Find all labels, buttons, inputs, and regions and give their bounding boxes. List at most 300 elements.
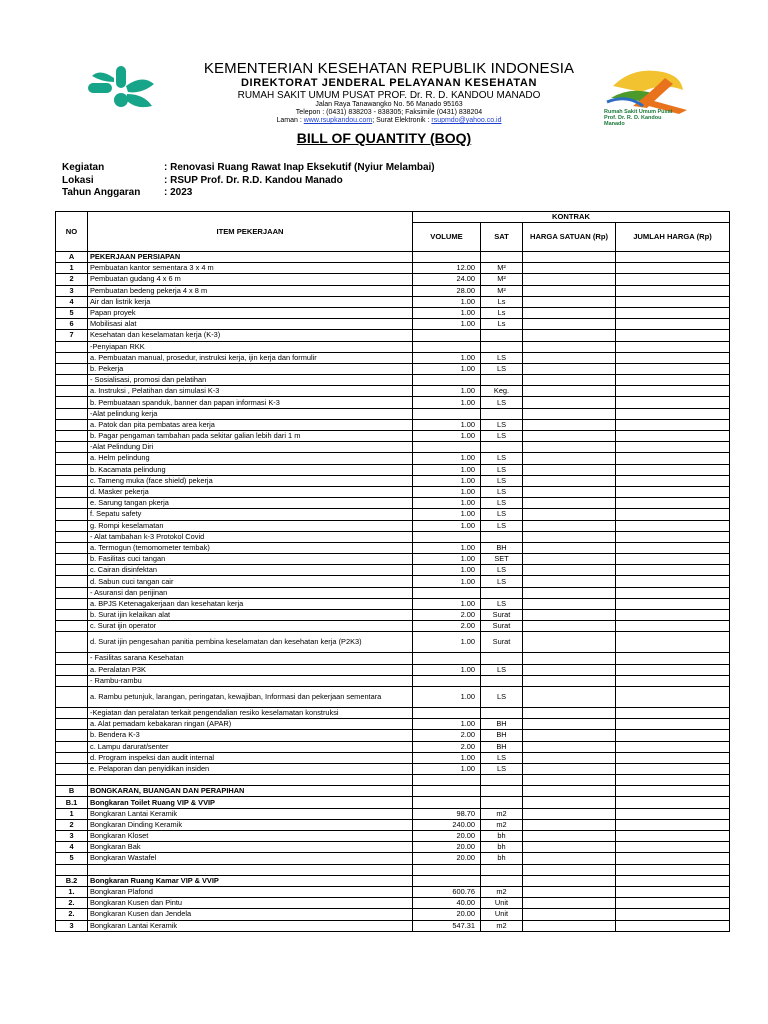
hospital-name: RUMAH SAKIT UMUM PUSAT PROF. Dr. R. D. KANDOU MANADO bbox=[237, 89, 541, 101]
row-harga-satuan bbox=[523, 520, 616, 531]
row-no bbox=[56, 498, 88, 509]
row-item: Bongkaran Kusen dan Jendela bbox=[88, 909, 413, 920]
row-harga-satuan bbox=[523, 486, 616, 497]
row-sat: LS bbox=[481, 397, 523, 408]
row-harga-satuan bbox=[523, 875, 616, 886]
col-no: NO bbox=[56, 212, 88, 252]
row-no bbox=[56, 397, 88, 408]
table-row bbox=[56, 808, 730, 819]
row-volume: 1.00 bbox=[413, 397, 481, 408]
row-harga-satuan bbox=[523, 797, 616, 808]
row-no bbox=[56, 730, 88, 741]
row-harga-satuan bbox=[523, 509, 616, 520]
row-item: -Kegiatan dan peralatan terkait pengendalian resiko keselamatan konstruksi bbox=[88, 707, 413, 718]
row-sat: LS bbox=[481, 686, 523, 707]
row-sat bbox=[481, 875, 523, 886]
row-no bbox=[56, 419, 88, 430]
row-sat: Ls bbox=[481, 319, 523, 330]
table-row bbox=[56, 598, 730, 609]
table-row bbox=[56, 386, 730, 397]
row-harga-satuan bbox=[523, 898, 616, 909]
row-jumlah-harga bbox=[616, 786, 730, 797]
row-sat: BH bbox=[481, 730, 523, 741]
row-volume: 1.00 bbox=[413, 319, 481, 330]
row-no: B bbox=[56, 786, 88, 797]
row-sat: bh bbox=[481, 831, 523, 842]
table-row bbox=[56, 363, 730, 374]
row-volume bbox=[413, 775, 481, 786]
table-row bbox=[56, 319, 730, 330]
row-item: Bongkaran Kusen dan Pintu bbox=[88, 898, 413, 909]
row-harga-satuan bbox=[523, 397, 616, 408]
row-no bbox=[56, 576, 88, 587]
table-row bbox=[56, 554, 730, 565]
row-no bbox=[56, 453, 88, 464]
row-sat bbox=[481, 531, 523, 542]
row-no bbox=[56, 598, 88, 609]
row-volume: 2.00 bbox=[413, 730, 481, 741]
row-item: Bongkaran Bak bbox=[88, 842, 413, 853]
row-harga-satuan bbox=[523, 419, 616, 430]
website-link[interactable]: www.rsupkandou.com bbox=[303, 117, 373, 125]
row-jumlah-harga bbox=[616, 621, 730, 632]
row-jumlah-harga bbox=[616, 464, 730, 475]
row-item: a. Alat pemadam kebakaran ringan (APAR) bbox=[88, 719, 413, 730]
row-sat: Unit bbox=[481, 909, 523, 920]
row-no bbox=[56, 531, 88, 542]
table-row bbox=[56, 285, 730, 296]
row-harga-satuan bbox=[523, 576, 616, 587]
row-item: b. Pembuataan spanduk, banner dan papan informasi K-3 bbox=[88, 397, 413, 408]
row-jumlah-harga bbox=[616, 498, 730, 509]
row-harga-satuan bbox=[523, 565, 616, 576]
table-row bbox=[56, 842, 730, 853]
row-sat: LS bbox=[481, 598, 523, 609]
row-no: 2. bbox=[56, 909, 88, 920]
row-no bbox=[56, 386, 88, 397]
table-row bbox=[56, 252, 730, 263]
row-harga-satuan bbox=[523, 752, 616, 763]
row-volume bbox=[413, 341, 481, 352]
row-harga-satuan bbox=[523, 920, 616, 931]
table-row bbox=[56, 920, 730, 931]
row-no bbox=[56, 719, 88, 730]
row-harga-satuan bbox=[523, 707, 616, 718]
row-no: 4 bbox=[56, 296, 88, 307]
row-volume: 1.00 bbox=[413, 363, 481, 374]
table-row bbox=[56, 875, 730, 886]
row-sat bbox=[481, 341, 523, 352]
row-volume: 40.00 bbox=[413, 898, 481, 909]
row-volume bbox=[413, 442, 481, 453]
table-row bbox=[56, 453, 730, 464]
row-volume bbox=[413, 330, 481, 341]
row-jumlah-harga bbox=[616, 864, 730, 875]
row-jumlah-harga bbox=[616, 920, 730, 931]
row-no: 5 bbox=[56, 853, 88, 864]
row-no bbox=[56, 621, 88, 632]
rsup-logo-caption: Rumah Sakit Umum Pusat Prof. Dr. R. D. Kandou Manado bbox=[604, 109, 673, 127]
table-row bbox=[56, 352, 730, 363]
table-row bbox=[56, 486, 730, 497]
row-sat: BH bbox=[481, 719, 523, 730]
row-item: Mobilisasi alat bbox=[88, 319, 413, 330]
row-harga-satuan bbox=[523, 864, 616, 875]
row-harga-satuan bbox=[523, 285, 616, 296]
row-no bbox=[56, 675, 88, 686]
row-harga-satuan bbox=[523, 730, 616, 741]
row-harga-satuan bbox=[523, 653, 616, 664]
row-harga-satuan bbox=[523, 375, 616, 386]
row-item: a. Peralatan P3K bbox=[88, 664, 413, 675]
row-item: BONGKARAN, BUANGAN DAN PERAPIHAN bbox=[88, 786, 413, 797]
row-harga-satuan bbox=[523, 498, 616, 509]
row-jumlah-harga bbox=[616, 909, 730, 920]
row-harga-satuan bbox=[523, 598, 616, 609]
row-jumlah-harga bbox=[616, 386, 730, 397]
row-item: Papan proyek bbox=[88, 307, 413, 318]
row-sat: LS bbox=[481, 464, 523, 475]
row-jumlah-harga bbox=[616, 587, 730, 598]
row-jumlah-harga bbox=[616, 831, 730, 842]
row-harga-satuan bbox=[523, 741, 616, 752]
table-row bbox=[56, 909, 730, 920]
row-jumlah-harga bbox=[616, 819, 730, 830]
row-no: B.1 bbox=[56, 797, 88, 808]
row-jumlah-harga bbox=[616, 898, 730, 909]
row-volume: 20.00 bbox=[413, 831, 481, 842]
table-row bbox=[56, 775, 730, 786]
table-row bbox=[56, 274, 730, 285]
row-harga-satuan bbox=[523, 408, 616, 419]
row-no bbox=[56, 554, 88, 565]
table-row bbox=[56, 853, 730, 864]
table-row bbox=[56, 741, 730, 752]
kemenkes-logo-icon bbox=[82, 64, 160, 112]
row-volume: 20.00 bbox=[413, 842, 481, 853]
table-row bbox=[56, 263, 730, 274]
row-item: a. Instruksi , Pelatihan dan simulasi K-3 bbox=[88, 386, 413, 397]
row-harga-satuan bbox=[523, 464, 616, 475]
project-info: Kegiatan : Renovasi Ruang Rawat Inap Eksekutif (Nyiur Melambai) Lokasi : RSUP Prof. Dr. R.D. Kandou Manado Tahun Anggaran : 2023 bbox=[62, 162, 435, 198]
row-sat: LS bbox=[481, 475, 523, 486]
table-row bbox=[56, 786, 730, 797]
row-item: Pembuatan gudang 4 x 6 m bbox=[88, 274, 413, 285]
row-no: 1 bbox=[56, 808, 88, 819]
table-row bbox=[56, 831, 730, 842]
row-harga-satuan bbox=[523, 763, 616, 774]
row-item: g. Rompi keselamatan bbox=[88, 520, 413, 531]
table-row bbox=[56, 886, 730, 897]
row-harga-satuan bbox=[523, 909, 616, 920]
row-no: 1. bbox=[56, 886, 88, 897]
row-item: Pembuatan kantor sementara 3 x 4 m bbox=[88, 263, 413, 274]
row-sat: LS bbox=[481, 664, 523, 675]
row-jumlah-harga bbox=[616, 431, 730, 442]
row-item: e. Sarung tangan pkerja bbox=[88, 498, 413, 509]
row-item: d. Surat ijin pengesahan panitia pembina keselamatan dan kesehatan kerja (P2K3) bbox=[88, 632, 413, 653]
row-no bbox=[56, 763, 88, 774]
row-sat: Unit bbox=[481, 898, 523, 909]
row-no: 3 bbox=[56, 831, 88, 842]
table-row bbox=[56, 431, 730, 442]
row-no: 7 bbox=[56, 330, 88, 341]
row-no: 2 bbox=[56, 274, 88, 285]
table-row bbox=[56, 330, 730, 341]
row-sat: Surat bbox=[481, 621, 523, 632]
row-sat: SET bbox=[481, 554, 523, 565]
row-harga-satuan bbox=[523, 363, 616, 374]
row-volume bbox=[413, 587, 481, 598]
row-item: Pembuatan bedeng pekerja 4 x 8 m bbox=[88, 285, 413, 296]
row-volume: 1.00 bbox=[413, 576, 481, 587]
row-harga-satuan bbox=[523, 542, 616, 553]
row-volume: 20.00 bbox=[413, 853, 481, 864]
row-harga-satuan bbox=[523, 842, 616, 853]
row-sat: M² bbox=[481, 263, 523, 274]
row-sat: BH bbox=[481, 542, 523, 553]
row-jumlah-harga bbox=[616, 797, 730, 808]
row-harga-satuan bbox=[523, 475, 616, 486]
row-jumlah-harga bbox=[616, 808, 730, 819]
row-harga-satuan bbox=[523, 442, 616, 453]
row-volume: 1.00 bbox=[413, 307, 481, 318]
row-sat: BH bbox=[481, 741, 523, 752]
table-row bbox=[56, 520, 730, 531]
row-no bbox=[56, 542, 88, 553]
row-item: a. Termogun (temomometer tembak) bbox=[88, 542, 413, 553]
row-jumlah-harga bbox=[616, 598, 730, 609]
row-sat: LS bbox=[481, 453, 523, 464]
row-jumlah-harga bbox=[616, 565, 730, 576]
row-no: 2. bbox=[56, 898, 88, 909]
row-no bbox=[56, 864, 88, 875]
row-sat: m2 bbox=[481, 920, 523, 931]
row-sat: m2 bbox=[481, 808, 523, 819]
row-item: - Alat tambahan k-3 Protokol Covid bbox=[88, 531, 413, 542]
table-row bbox=[56, 442, 730, 453]
row-item: -Alat Pelindung Diri bbox=[88, 442, 413, 453]
row-item: e. Pelaporan dan penyidikan insiden bbox=[88, 763, 413, 774]
row-item: Bongkaran Lantai Keramik bbox=[88, 920, 413, 931]
table-row bbox=[56, 475, 730, 486]
table-row bbox=[56, 587, 730, 598]
row-harga-satuan bbox=[523, 621, 616, 632]
row-harga-satuan bbox=[523, 786, 616, 797]
row-jumlah-harga bbox=[616, 542, 730, 553]
col-jumlah-harga: JUMLAH HARGA (Rp) bbox=[616, 223, 730, 252]
directorate-name: DIREKTORAT JENDERAL PELAYANAN KESEHATAN bbox=[241, 77, 537, 90]
row-sat: M² bbox=[481, 274, 523, 285]
row-sat: Surat bbox=[481, 632, 523, 653]
row-harga-satuan bbox=[523, 587, 616, 598]
row-item: Kesehatan dan keselamatan kerja (K-3) bbox=[88, 330, 413, 341]
table-row bbox=[56, 864, 730, 875]
row-item: d. Masker pekerja bbox=[88, 486, 413, 497]
table-row bbox=[56, 763, 730, 774]
row-jumlah-harga bbox=[616, 775, 730, 786]
row-no bbox=[56, 352, 88, 363]
row-sat: LS bbox=[481, 763, 523, 774]
row-jumlah-harga bbox=[616, 263, 730, 274]
row-no bbox=[56, 509, 88, 520]
row-jumlah-harga bbox=[616, 330, 730, 341]
row-volume: 1.00 bbox=[413, 431, 481, 442]
row-sat bbox=[481, 797, 523, 808]
row-item: d. Program inspeksi dan audit internal bbox=[88, 752, 413, 763]
row-harga-satuan bbox=[523, 296, 616, 307]
row-jumlah-harga bbox=[616, 442, 730, 453]
row-jumlah-harga bbox=[616, 763, 730, 774]
row-jumlah-harga bbox=[616, 531, 730, 542]
row-no: 3 bbox=[56, 285, 88, 296]
table-row bbox=[56, 509, 730, 520]
row-volume: 547.31 bbox=[413, 920, 481, 931]
row-jumlah-harga bbox=[616, 419, 730, 430]
row-no: A bbox=[56, 252, 88, 263]
row-item: a. Rambu petunjuk, larangan, peringatan, kewajiban, Informasi dan pekerjaan sementara bbox=[88, 686, 413, 707]
row-item: c. Cairan disinfektan bbox=[88, 565, 413, 576]
boq-table bbox=[55, 211, 730, 932]
row-item: - Fasilitas sarana Kesehatan bbox=[88, 653, 413, 664]
row-volume: 12.00 bbox=[413, 263, 481, 274]
email-link[interactable]: rsupmdo@yahoo.co.id bbox=[431, 117, 502, 125]
table-row bbox=[56, 498, 730, 509]
row-no: 1 bbox=[56, 263, 88, 274]
row-volume: 1.00 bbox=[413, 565, 481, 576]
row-item: a. Patok dan pita pembatas area kerja bbox=[88, 419, 413, 430]
table-row bbox=[56, 542, 730, 553]
row-volume: 1.00 bbox=[413, 554, 481, 565]
row-sat bbox=[481, 408, 523, 419]
row-no bbox=[56, 741, 88, 752]
row-sat: bh bbox=[481, 853, 523, 864]
row-no bbox=[56, 431, 88, 442]
row-jumlah-harga bbox=[616, 730, 730, 741]
row-volume: 2.00 bbox=[413, 621, 481, 632]
table-row bbox=[56, 307, 730, 318]
table-row bbox=[56, 632, 730, 653]
row-harga-satuan bbox=[523, 886, 616, 897]
row-item: - Rambu-rambu bbox=[88, 675, 413, 686]
row-no bbox=[56, 341, 88, 352]
row-sat: LS bbox=[481, 576, 523, 587]
row-harga-satuan bbox=[523, 610, 616, 621]
table-row bbox=[56, 719, 730, 730]
row-jumlah-harga bbox=[616, 610, 730, 621]
row-item: d. Sabun cuci tangan cair bbox=[88, 576, 413, 587]
row-sat bbox=[481, 864, 523, 875]
row-jumlah-harga bbox=[616, 576, 730, 587]
row-jumlah-harga bbox=[616, 509, 730, 520]
row-sat: LS bbox=[481, 752, 523, 763]
row-item: - Sosialisasi, promosi dan pelatihan bbox=[88, 375, 413, 386]
row-jumlah-harga bbox=[616, 686, 730, 707]
hospital-address: Jalan Raya Tanawangko No. 56 Manado 95163 bbox=[315, 101, 463, 109]
row-sat: Surat bbox=[481, 610, 523, 621]
row-item: a. BPJS Ketenagakerjaan dan kesehatan kerja bbox=[88, 598, 413, 609]
row-jumlah-harga bbox=[616, 664, 730, 675]
row-volume: 1.00 bbox=[413, 419, 481, 430]
row-volume: 1.00 bbox=[413, 752, 481, 763]
row-harga-satuan bbox=[523, 686, 616, 707]
row-item: - Asuransi dan perijinan bbox=[88, 587, 413, 598]
table-row bbox=[56, 531, 730, 542]
row-volume: 1.00 bbox=[413, 719, 481, 730]
row-no bbox=[56, 363, 88, 374]
col-harga-satuan: HARGA SATUAN (Rp) bbox=[523, 223, 616, 252]
row-no bbox=[56, 775, 88, 786]
row-harga-satuan bbox=[523, 307, 616, 318]
table-row bbox=[56, 565, 730, 576]
row-volume bbox=[413, 408, 481, 419]
row-item: Bongkaran Dinding Keramik bbox=[88, 819, 413, 830]
row-no bbox=[56, 375, 88, 386]
row-item: -Penyiapan RKK bbox=[88, 341, 413, 352]
row-harga-satuan bbox=[523, 263, 616, 274]
row-jumlah-harga bbox=[616, 719, 730, 730]
row-harga-satuan bbox=[523, 664, 616, 675]
table-row bbox=[56, 752, 730, 763]
row-sat: LS bbox=[481, 565, 523, 576]
row-no bbox=[56, 475, 88, 486]
row-harga-satuan bbox=[523, 719, 616, 730]
document-title: BILL OF QUANTITY (BOQ) bbox=[296, 130, 472, 146]
table-row bbox=[56, 730, 730, 741]
row-no: 5 bbox=[56, 307, 88, 318]
row-item: b. Fasilitas cuci tangan bbox=[88, 554, 413, 565]
row-jumlah-harga bbox=[616, 296, 730, 307]
row-no: 2 bbox=[56, 819, 88, 830]
row-no bbox=[56, 587, 88, 598]
row-jumlah-harga bbox=[616, 453, 730, 464]
row-sat: LS bbox=[481, 363, 523, 374]
row-jumlah-harga bbox=[616, 341, 730, 352]
row-no bbox=[56, 653, 88, 664]
row-sat: Ls bbox=[481, 296, 523, 307]
ministry-name: KEMENTERIAN KESEHATAN REPUBLIK INDONESIA bbox=[203, 60, 575, 77]
row-no: B.2 bbox=[56, 875, 88, 886]
row-item: f. Sepatu safety bbox=[88, 509, 413, 520]
row-no bbox=[56, 707, 88, 718]
table-row bbox=[56, 397, 730, 408]
row-sat bbox=[481, 786, 523, 797]
row-harga-satuan bbox=[523, 341, 616, 352]
row-item: c. Surat ijin operator bbox=[88, 621, 413, 632]
row-volume: 240.00 bbox=[413, 819, 481, 830]
col-item: ITEM PEKERJAAN bbox=[88, 212, 413, 252]
row-sat: M² bbox=[481, 285, 523, 296]
table-row bbox=[56, 296, 730, 307]
row-volume: 1.00 bbox=[413, 475, 481, 486]
row-jumlah-harga bbox=[616, 375, 730, 386]
row-sat: bh bbox=[481, 842, 523, 853]
row-no bbox=[56, 442, 88, 453]
row-volume bbox=[413, 875, 481, 886]
row-no bbox=[56, 486, 88, 497]
row-jumlah-harga bbox=[616, 363, 730, 374]
row-jumlah-harga bbox=[616, 319, 730, 330]
row-sat: m2 bbox=[481, 886, 523, 897]
row-sat: LS bbox=[481, 431, 523, 442]
col-kontrak: KONTRAK bbox=[413, 212, 730, 223]
row-sat bbox=[481, 252, 523, 263]
row-jumlah-harga bbox=[616, 408, 730, 419]
row-harga-satuan bbox=[523, 808, 616, 819]
table-row bbox=[56, 707, 730, 718]
row-item: a. Pembuatan manual, prosedur, instruksi kerja, ijin kerja dan formulir bbox=[88, 352, 413, 363]
row-no bbox=[56, 610, 88, 621]
